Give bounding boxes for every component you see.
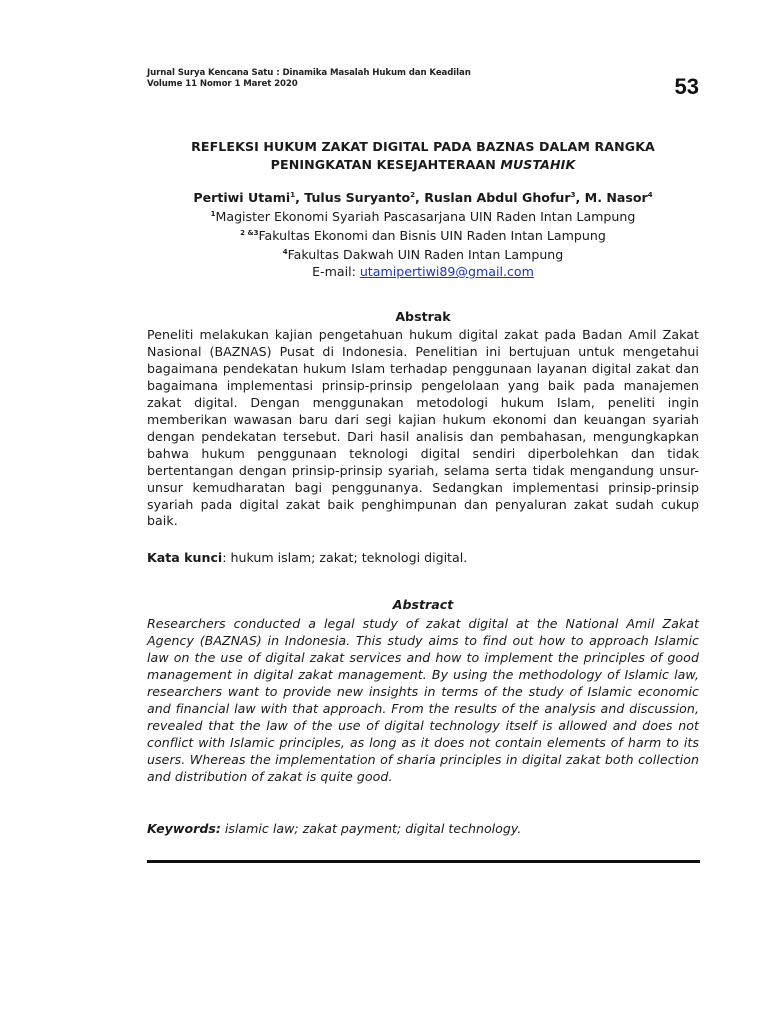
journal-name: Jurnal Surya Kencana Satu : Dinamika Masalah Hukum dan Keadilan <box>147 68 471 78</box>
email-link[interactable]: utamipertiwi89@gmail.com <box>359 264 534 279</box>
author-mark: 2 <box>410 191 416 199</box>
author-sep: , <box>415 190 425 205</box>
abstract-heading: Abstract <box>392 597 454 612</box>
abstrak-text: Peneliti melakukan kajian pengetahuan hukum digital zakat pada Badan Amil Zakat Nasional (BAZNAS) Pusat di Indonesia. Penelitian ini bertujuan untuk mengetahui bagaimana pendekatan hukum Islam terhadap penggunaan layanan digital zakat dan bagaimana implementasi prinsip-prinsip pengelolaan yang baik pada manajemen zakat digital. Dengan menggunakan metodologi hukum Islam, peneliti ingin memberikan wawasan baru dari segi kajian hukum ekonomi dan keuangan syariah dengan pendekatan tersebut. Dari hasil analisis dan pembahasan, mengungkapkan bahwa hukum penggunaan teknologi digital sendiri diperbolehkan dan tidak bertentangan dengan prinsip-prinsip syariah, selama serta tidak mengandung unsur-unsur kemudharatan bagi penggunanya. Sedangkan implementasi prinsip-prinsip syariah pada digital zakat baik penghimpunan dan penyaluran zakat sudah cukup baik. <box>147 327 699 529</box>
kata-kunci-text: : hukum islam; zakat; teknologi digital. <box>222 550 468 565</box>
abstrak-heading: Abstrak <box>395 309 451 324</box>
affiliation-3 <box>147 243 699 264</box>
keywords <box>147 820 699 838</box>
author-mark: 1 <box>290 191 296 199</box>
author-name: M. Nasor <box>584 190 648 205</box>
author-mark: 3 <box>570 191 576 199</box>
email-label: E-mail: <box>312 264 360 279</box>
affiliation-text: Fakultas Ekonomi dan Bisnis UIN Raden Intan Lampung <box>258 228 606 243</box>
kata-kunci-label: Kata kunci <box>147 550 223 565</box>
running-header <box>147 68 699 99</box>
keywords-label: Keywords: <box>147 821 221 836</box>
author-sep: , <box>295 190 305 205</box>
paper-title <box>147 138 699 174</box>
affiliation-2 <box>147 224 699 245</box>
author-list <box>147 186 699 207</box>
affiliation-mark: 1 <box>210 210 216 218</box>
title-line-2 <box>147 156 699 174</box>
title-italic-word: MUSTAHIK <box>500 157 576 172</box>
kata-kunci <box>147 549 699 567</box>
affiliation-text: Magister Ekonomi Syariah Pascasarjana UIN Raden Intan Lampung <box>215 209 636 224</box>
keywords-text: islamic law; zakat payment; digital technology. <box>220 821 522 836</box>
affiliation-mark: 4 <box>282 248 288 256</box>
author-name: Ruslan Abdul Ghofur <box>424 190 571 205</box>
journal-volume: Volume 11 Nomor 1 Maret 2020 <box>147 79 298 89</box>
title-line-2-text: PENINGKATAN KESEJAHTERAAN <box>270 157 501 172</box>
author-name: Tulus Suryanto <box>304 190 411 205</box>
title-line-1: REFLEKSI HUKUM ZAKAT DIGITAL PADA BAZNAS DALAM RANGKA <box>191 139 655 154</box>
abstract-text: Researchers conducted a legal study of zakat digital at the National Amil Zakat Agency (BAZNAS) in Indonesia. This study aims to find out how to approach Islamic law on the use of digital zakat services and how to implement the principles of good management in digital zakat management. By using the methodology of Islamic law, researchers want to provide new insights in terms of the study of Islamic economic and financial law with that approach. From the results of the analysis and discussion, revealed that the law of the use of digital technology itself is allowed and does not conflict with Islamic principles, as long as it does not contain elements of harm to its users. Whereas the implementation of sharia principles in digital zakat both collection and distribution of zakat is quite good. <box>147 616 699 784</box>
section-divider <box>147 860 700 863</box>
author-sep: , <box>575 190 585 205</box>
affiliation-1 <box>147 205 699 226</box>
affiliation-text: Fakultas Dakwah UIN Raden Intan Lampung <box>287 247 564 262</box>
affiliation-mark: 2 &3 <box>240 229 259 237</box>
email-line <box>147 263 699 281</box>
author-mark: 4 <box>647 191 653 199</box>
author-name: Pertiwi Utami <box>193 190 291 205</box>
page-number: 53 <box>674 74 699 99</box>
